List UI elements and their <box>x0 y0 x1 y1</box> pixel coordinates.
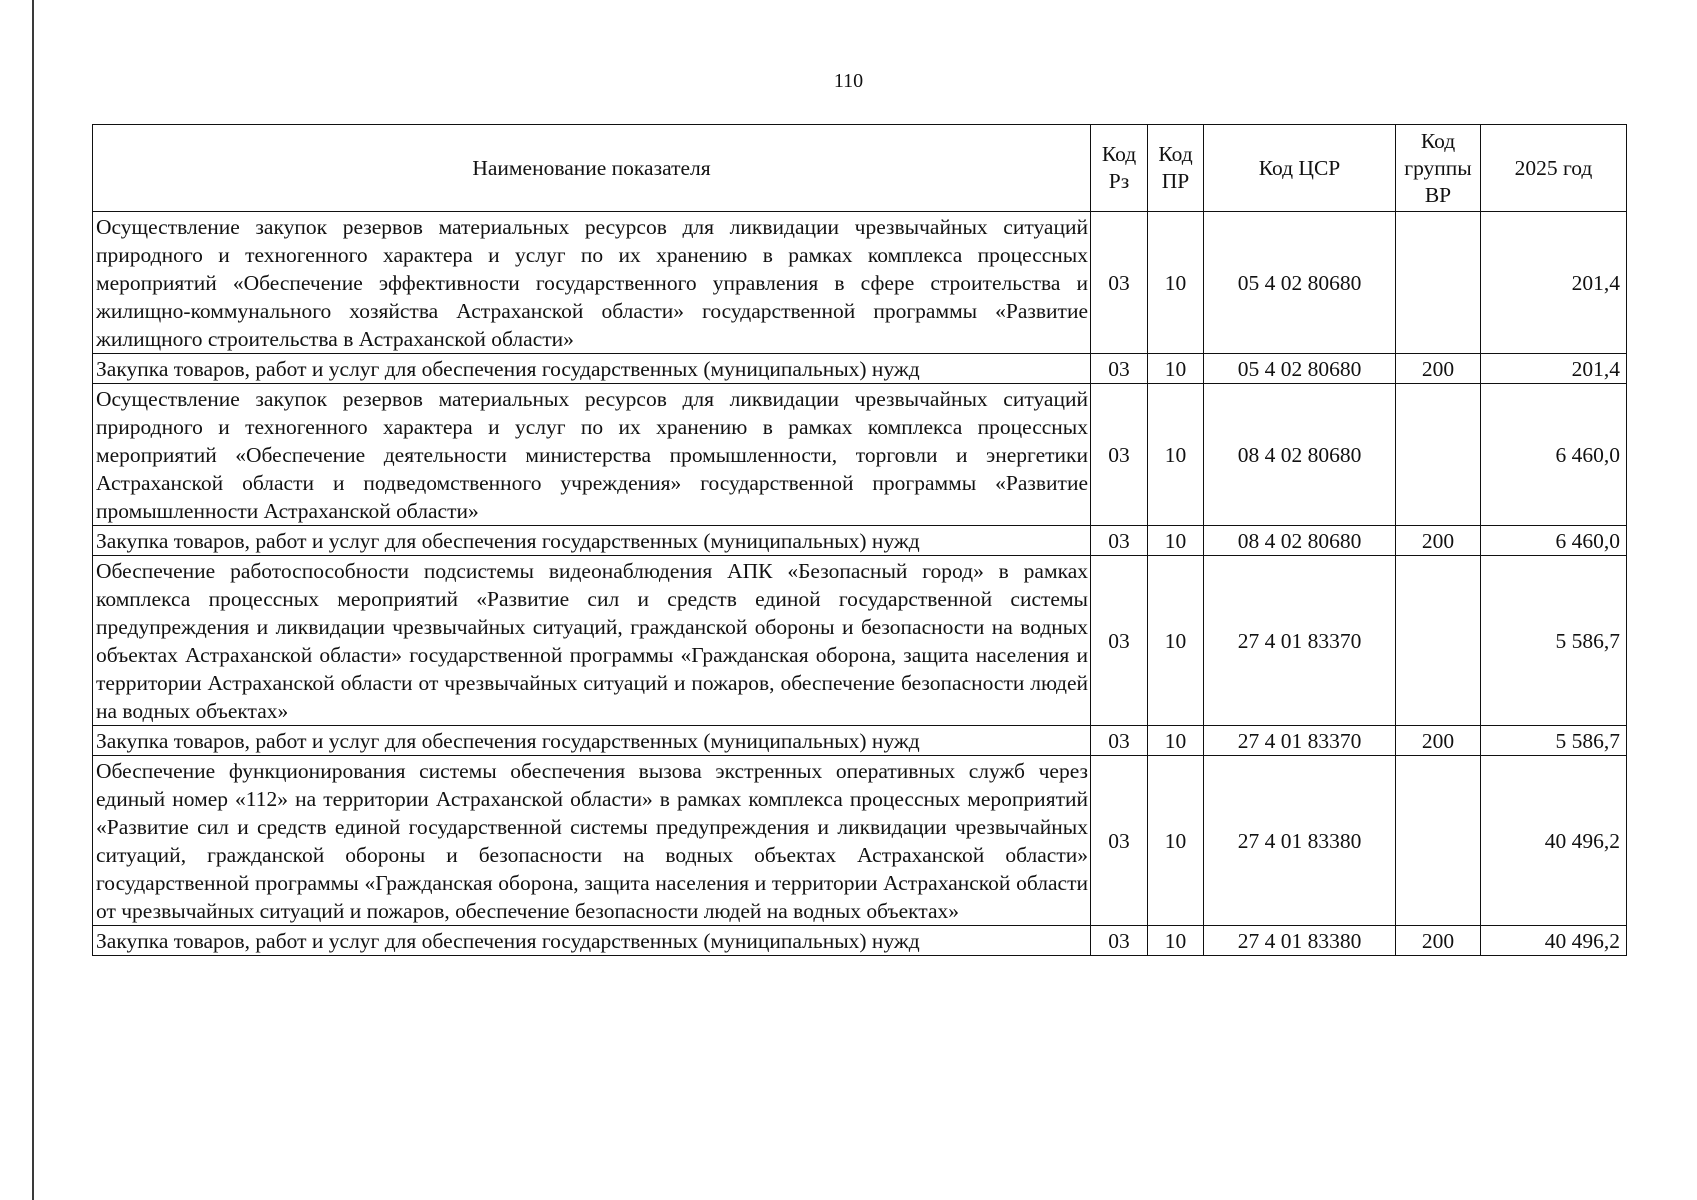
row-amount-cell: 201,4 <box>1481 354 1627 384</box>
row-amount-cell: 6 460,0 <box>1481 526 1627 556</box>
header-rz: Код Рз <box>1091 125 1148 212</box>
scan-edge-line <box>32 0 34 1200</box>
row-pr-cell: 10 <box>1148 926 1204 956</box>
row-pr-cell: 10 <box>1148 354 1204 384</box>
row-vr-cell: 200 <box>1396 354 1481 384</box>
row-rz-cell: 03 <box>1091 212 1148 354</box>
table-header <box>93 125 1627 212</box>
header-year: 2025 год <box>1481 125 1627 212</box>
row-pr-cell: 10 <box>1148 526 1204 556</box>
row-csr-cell: 27 4 01 83370 <box>1204 556 1396 726</box>
row-csr-cell: 05 4 02 80680 <box>1204 212 1396 354</box>
row-pr-cell: 10 <box>1148 756 1204 926</box>
row-rz-cell: 03 <box>1091 926 1148 956</box>
row-rz-cell: 03 <box>1091 556 1148 726</box>
row-csr-cell: 27 4 01 83380 <box>1204 756 1396 926</box>
row-amount-cell: 5 586,7 <box>1481 726 1627 756</box>
row-vr-cell <box>1396 756 1481 926</box>
row-vr-cell <box>1396 384 1481 526</box>
row-name-cell: Закупка товаров, работ и услуг для обеспечения государственных (муниципальных) нужд <box>93 526 1091 556</box>
row-csr-cell: 27 4 01 83380 <box>1204 926 1396 956</box>
row-vr-cell <box>1396 556 1481 726</box>
row-pr-cell: 10 <box>1148 556 1204 726</box>
row-csr-cell: 08 4 02 80680 <box>1204 526 1396 556</box>
row-name-cell: Закупка товаров, работ и услуг для обеспечения государственных (муниципальных) нужд <box>93 926 1091 956</box>
table-row <box>93 212 1627 354</box>
header-pr: Код ПР <box>1148 125 1204 212</box>
table-row <box>93 926 1627 956</box>
row-name-cell: Обеспечение работоспособности подсистемы видеонаблюдения АПК «Безопасный город» в рамках комплекса процессных мероприятий «Развитие сил и средств единой государственной системы предупреждения и ликвидации чрезвычайных ситуаций, гражданской обороны и безопасности на водных объектах Астраханской области» государственной программы «Гражданская оборона, защита населения и территории Астраханской области от чрезвычайных ситуаций и пожаров, обеспечение безопасности людей на водных объектах» <box>93 556 1091 726</box>
table-body <box>93 212 1627 956</box>
row-name-cell: Осуществление закупок резервов материальных ресурсов для ликвидации чрезвычайных ситуаций природного и техногенного характера и услуг по их хранению в рамках комплекса процессных мероприятий «Обеспечение эффективности государственного управления в сфере строительства и жилищно-коммунального хозяйства Астраханской области» государственной программы «Развитие жилищного строительства в Астраханской области» <box>93 212 1091 354</box>
row-name-cell: Закупка товаров, работ и услуг для обеспечения государственных (муниципальных) нужд <box>93 726 1091 756</box>
row-csr-cell: 27 4 01 83370 <box>1204 726 1396 756</box>
row-vr-cell <box>1396 212 1481 354</box>
row-rz-cell: 03 <box>1091 384 1148 526</box>
header-row <box>93 125 1627 212</box>
row-pr-cell: 10 <box>1148 384 1204 526</box>
row-csr-cell: 05 4 02 80680 <box>1204 354 1396 384</box>
header-vr: Код группы ВР <box>1396 125 1481 212</box>
header-name: Наименование показателя <box>93 125 1091 212</box>
row-rz-cell: 03 <box>1091 526 1148 556</box>
row-amount-cell: 201,4 <box>1481 212 1627 354</box>
row-name-cell: Осуществление закупок резервов материальных ресурсов для ликвидации чрезвычайных ситуаций природного и техногенного характера и услуг по их хранению в рамках комплекса процессных мероприятий «Обеспечение деятельности министерства промышленности, торговли и энергетики Астраханской области и подведомственного учреждения» государственной программы «Развитие промышленности Астраханской области» <box>93 384 1091 526</box>
row-amount-cell: 40 496,2 <box>1481 926 1627 956</box>
row-csr-cell: 08 4 02 80680 <box>1204 384 1396 526</box>
table-row <box>93 384 1627 526</box>
budget-table <box>92 124 1627 956</box>
table-row <box>93 556 1627 726</box>
row-pr-cell: 10 <box>1148 726 1204 756</box>
row-vr-cell: 200 <box>1396 526 1481 556</box>
row-vr-cell: 200 <box>1396 926 1481 956</box>
header-csr: Код ЦСР <box>1204 125 1396 212</box>
table-row <box>93 726 1627 756</box>
page-number: 110 <box>833 70 864 92</box>
row-amount-cell: 5 586,7 <box>1481 556 1627 726</box>
row-amount-cell: 40 496,2 <box>1481 756 1627 926</box>
table-row <box>93 526 1627 556</box>
row-amount-cell: 6 460,0 <box>1481 384 1627 526</box>
row-rz-cell: 03 <box>1091 756 1148 926</box>
row-rz-cell: 03 <box>1091 354 1148 384</box>
row-rz-cell: 03 <box>1091 726 1148 756</box>
table-row <box>93 756 1627 926</box>
table-row <box>93 354 1627 384</box>
row-pr-cell: 10 <box>1148 212 1204 354</box>
row-name-cell: Закупка товаров, работ и услуг для обеспечения государственных (муниципальных) нужд <box>93 354 1091 384</box>
row-vr-cell: 200 <box>1396 726 1481 756</box>
row-name-cell: Обеспечение функционирования системы обеспечения вызова экстренных оперативных служб через единый номер «112» на территории Астраханской области» в рамках комплекса процессных мероприятий «Развитие сил и средств единой государственной системы предупреждения и ликвидации чрезвычайных ситуаций, гражданской обороны и безопасности на водных объектах Астраханской области» государственной программы «Гражданская оборона, защита населения и территории Астраханской области от чрезвычайных ситуаций и пожаров, обеспечение безопасности людей на водных объектах» <box>93 756 1091 926</box>
